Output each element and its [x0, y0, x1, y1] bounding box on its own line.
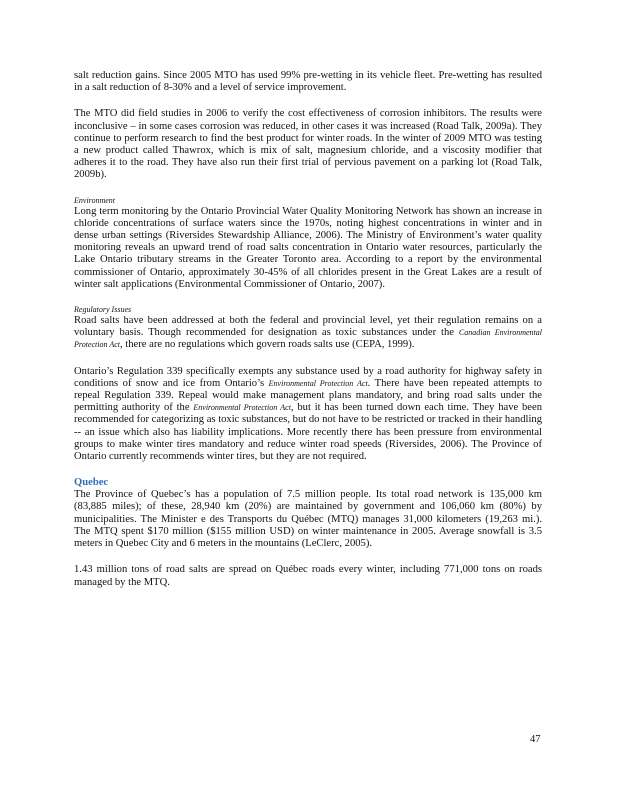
paragraph-regulatory-part1: Road salts have been addressed at both the federal and provincial level, yet their regulation remains on a voluntary basis. Though recommended for designation as toxic substances under the — [74, 315, 542, 339]
paragraph-reg339-part2: . There have been repeated attempts to repeal Regulation 339. Repeal would make management plans mandatory, and bring road salts under the permitting authority of the — [74, 377, 542, 414]
act-name-italic: Environmental Protection Act — [268, 378, 368, 388]
document-page — [74, 70, 542, 603]
environment-caption: Environment — [74, 195, 116, 205]
paragraph-reg339-part3: , but it has been turned down each time. They have been recommended for categorizing as toxic substances, but do not have to be restricted or tracked in their handling -- an issue which also has liability implications. More recently there has been pressure from environmental groups to make winter tires mandatory and reduce winter road speeds (Riversides, 2006). The Province of Ontario currently recommends winter tires, but they are not required. — [74, 402, 542, 463]
quebec-heading: Quebec — [74, 477, 109, 489]
paragraph-environment: Long term monitoring by the Ontario Provincial Water Quality Monitoring Network has shown an increase in chloride concentrations of surface waters since the 1970s, noting highest concentrations in winter and in dense urban settings (Riversides Stewardship Alliance, 2006). The Ministry of Environment’s water quality monitoring reveals an upward trend of road salts concentration in Ontario water resources, particularly the Lake Ontario tributary streams in the Greater Toronto area. According to a report by the environmental commissioner of Ontario, approximately 30-45% of all chlorides present in the Great Lakes are a result of winter salt applications (Environmental Commissioner of Ontario, 2007). — [74, 205, 542, 290]
paragraph-quebec-salt: 1.43 million tons of road salts are spread on Québec roads every winter, including 771,000 tons on roads managed by the MTQ. — [74, 564, 542, 588]
page-number: 47 — [530, 734, 541, 745]
paragraph-reg339-part1: Ontario’s Regulation 339 specifically exempts any substance used by a road authority for highway safety in conditions of snow and ice from Ontario’s — [74, 365, 542, 389]
paragraph-corrosion-inhibitors: The MTO did field studies in 2006 to verify the cost effectiveness of corrosion inhibitors. The results were inconclusive – in some cases corrosion was reduced, in other cases it was increased (Road Talk, 2009a). They continue to perform research to find the best product for winter roads. In the winter of 2009 MTO was testing a new product called Thawrox, which is mix of salt, magnesium chloride, and a viscosity modifier that adheres it to the road. They have also run their first trial of pervious pavement on a parking lot (Road Talk, 2009b). — [74, 108, 542, 181]
paragraph-regulatory — [74, 315, 542, 352]
paragraph-quebec-network: The Province of Quebec’s has a population of 7.5 million people. Its total road network is 135,000 km (83,885 miles); of these, 28,940 km (20%) are maintained by government and 106,060 km (80%) by municipalities. The Minister e des Transports du Québec (MTQ) manages 31,000 kilometers (19,263 mi.). The MTQ spent $170 million ($155 million USD) on winter maintenance in 2005. Average snowfall is 3.5 meters in Quebec City and 6 meters in the mountains (LeClerc, 2005). — [74, 489, 542, 550]
act-name-italic: Environmental Protection Act — [193, 403, 291, 413]
act-name-italic: Canadian Environmental Protection Act — [74, 328, 542, 350]
regulatory-caption: Regulatory Issues — [74, 305, 132, 315]
paragraph-prewetting: salt reduction gains. Since 2005 MTO has used 99% pre-wetting in its vehicle fleet. Pre-wetting has resulted in a salt reduction of 8-30% and a level of service improvement. — [74, 70, 542, 94]
paragraph-regulation-339 — [74, 366, 542, 464]
paragraph-regulatory-part2: , there are no regulations which govern roads salts use (CEPA, 1999). — [120, 339, 415, 351]
